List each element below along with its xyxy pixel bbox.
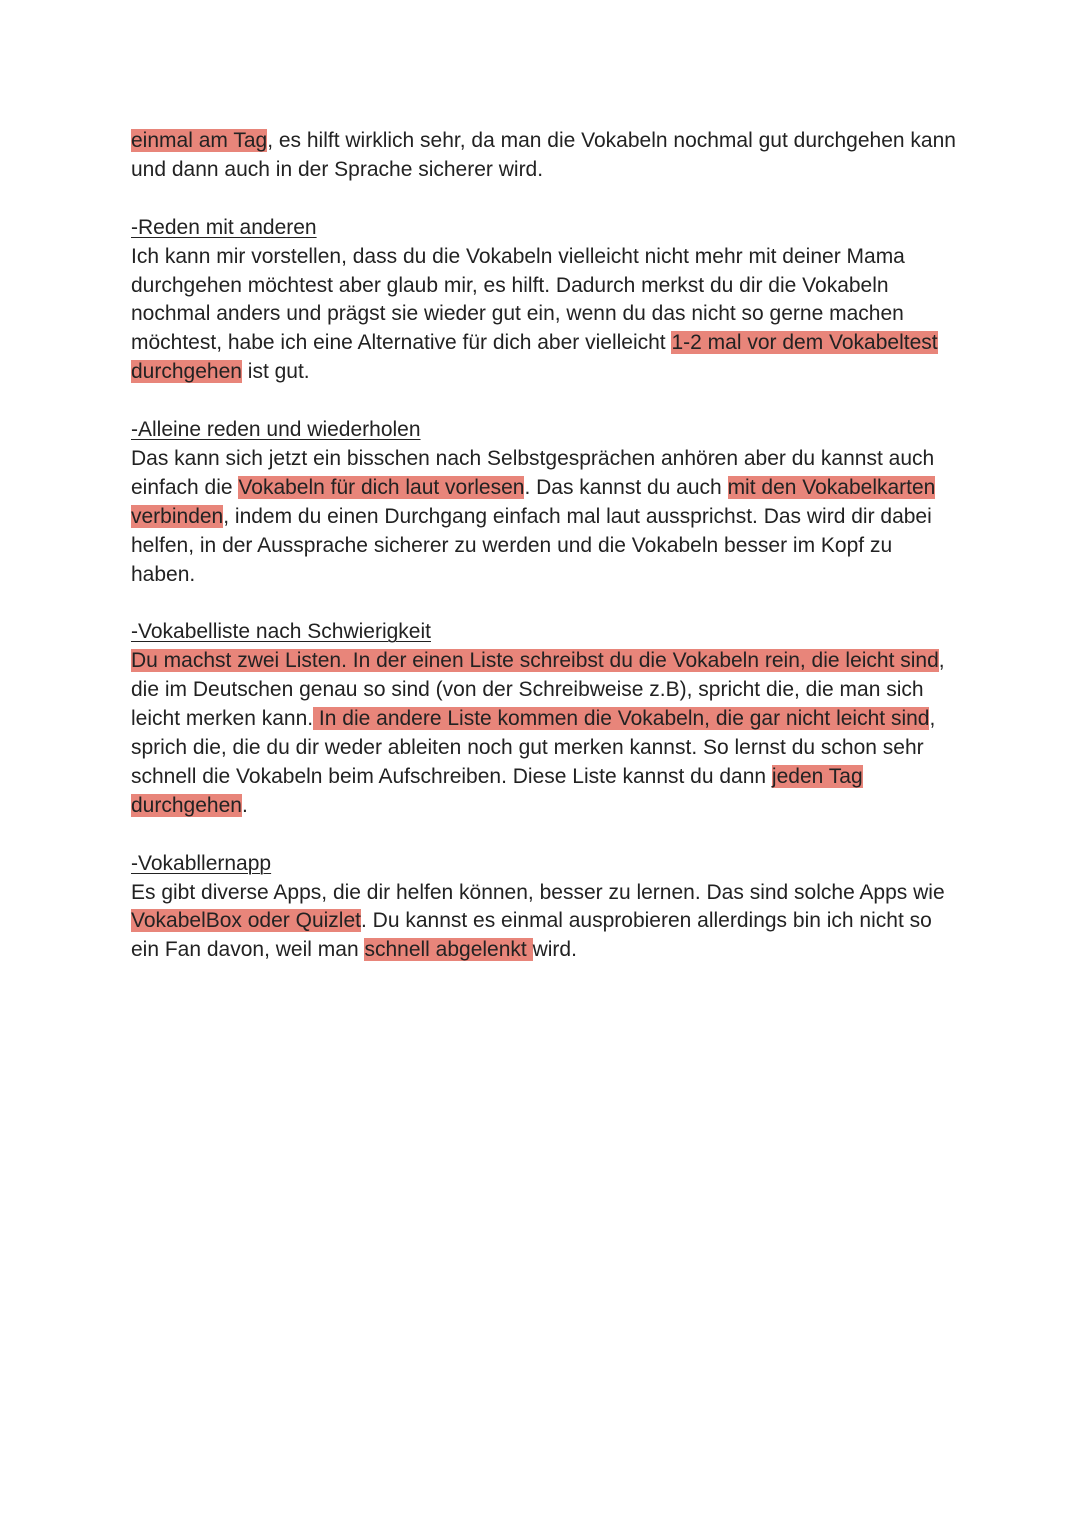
- section-paragraph: [131, 243, 961, 388]
- highlight: schnell abgelenkt: [364, 938, 533, 962]
- highlight: 1-2 mal vor dem Vokabeltest durchgehen: [131, 331, 938, 384]
- text-segment: , indem du einen Durchgang einfach mal laut aussprichst. Das wird dir dabei helfen, in der Aussprache sicherer zu werden und die Vokabeln besser im Kopf zu haben.: [131, 504, 932, 586]
- text-segment: , es hilft wirklich sehr, da man die Vokabeln nochmal gut durchgehen kann und dann auch in der Sprache sicherer wird.: [131, 129, 956, 181]
- text-segment: . Du kannst es einmal ausprobieren allerdings bin ich nicht so ein Fan davon, weil man: [131, 909, 932, 962]
- highlight: mit den Vokabelkarten verbinden: [131, 475, 936, 528]
- section-vokabllernapp: [131, 850, 961, 966]
- text-segment: Das kann sich jetzt ein bisschen nach Selbstgesprächen anhören aber du kannst auch einfach die: [131, 446, 935, 499]
- highlight: Vokabeln für dich laut vorlesen: [238, 475, 525, 499]
- section-vokabelliste: [131, 618, 961, 820]
- section-paragraph: [131, 647, 961, 820]
- text-segment: ist gut.: [241, 360, 310, 384]
- section-paragraph: [131, 879, 961, 966]
- section-alleine-reden: [131, 416, 961, 589]
- section-heading: -Reden mit anderen: [131, 215, 317, 239]
- intro-block: [131, 127, 961, 185]
- section-paragraph: [131, 445, 961, 590]
- text-segment: Ich kann mir vorstellen, dass du die Vokabeln vielleicht nicht mehr mit deiner Mama durchgehen möchtest aber glaub mir, es hilft. Dadurch merkst du dir die Vokabeln nochmal anders und prägst sie wieder gut ein, wenn du das nicht so gerne machen möchtest, habe ich eine Alternative für dich aber vielleicht: [131, 244, 905, 355]
- text-segment: , die im Deutschen genau so sind (von der Schreibweise z.B), spricht die, die man sich leicht merken kann.: [131, 649, 945, 731]
- highlight: VokabelBox oder Quizlet: [131, 909, 361, 933]
- intro-paragraph: [131, 127, 961, 185]
- document-page: [131, 127, 961, 994]
- section-heading: -Vokabelliste nach Schwierigkeit: [131, 620, 431, 644]
- text-segment: Es gibt diverse Apps, die dir helfen können, besser zu lernen. Das sind solche Apps wie: [131, 880, 945, 904]
- text-segment: , sprich die, die du dir weder ableiten noch gut merken kannst. So lernst du schon sehr schnell die Vokabeln beim Aufschreiben. Diese Liste kannst du dann: [131, 707, 936, 788]
- highlight: jeden Tag durchgehen: [131, 764, 863, 817]
- highlight: In die andere Liste kommen die Vokabeln, die gar nicht leicht sind: [313, 707, 930, 731]
- section-heading: -Alleine reden und wiederholen: [131, 418, 421, 442]
- text-segment: . Das kannst du auch: [524, 475, 728, 499]
- text-segment: wird.: [532, 938, 577, 962]
- highlight: einmal am Tag: [131, 129, 268, 152]
- section-heading: -Vokabllernapp: [131, 851, 272, 875]
- highlight: Du machst zwei Listen. In der einen Liste schreibst du die Vokabeln rein, die leicht sind: [131, 649, 939, 673]
- text-segment: .: [241, 793, 248, 817]
- section-reden-mit-anderen: [131, 214, 961, 387]
